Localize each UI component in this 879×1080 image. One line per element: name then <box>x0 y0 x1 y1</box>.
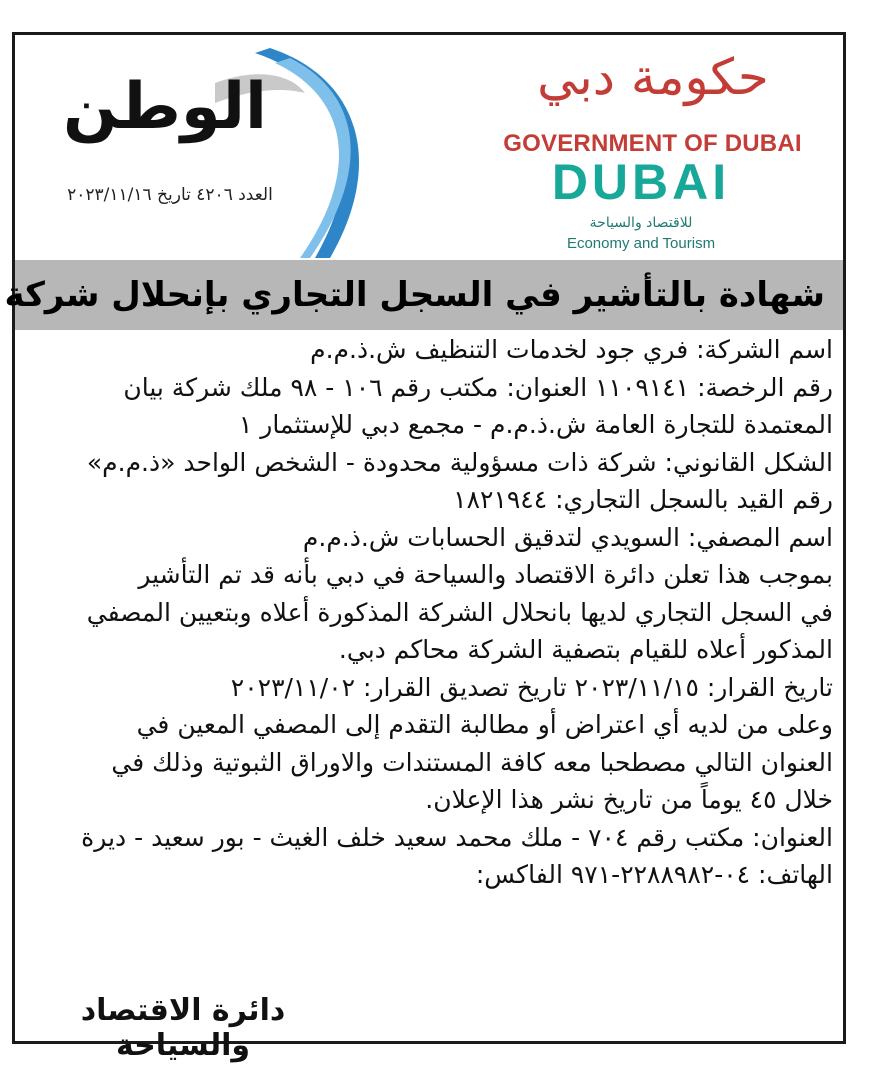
body-line: رقم القيد بالسجل التجاري: ١٨٢١٩٤٤ <box>453 485 833 514</box>
newspaper-masthead: الوطن <box>63 70 267 144</box>
body-line: العنوان التالي مصطحبا معه كافة المستندات والاوراق الثبوتية وذلك في <box>111 747 833 777</box>
government-of-dubai-english: GOVERNMENT OF DUBAI <box>503 130 802 157</box>
notice-title: شهادة بالتأشير في السجل التجاري بإنحلال شركة <box>15 260 843 330</box>
body-line: اسم الشركة: فري جود لخدمات التنظيف ش.ذ.م.م <box>310 335 833 364</box>
body-line: المذكور أعلاه للقيام بتصفية الشركة محاكم دبي. <box>338 635 833 664</box>
body-line: الشكل القانوني: شركة ذات مسؤولية محدودة - الشخص الواحد «ذ.م.م» <box>86 447 833 477</box>
government-of-dubai-arabic-logo: حكومة دبي <box>537 48 769 106</box>
issue-date-line: العدد ٤٢٠٦ تاريخ ٢٠٢٣/١١/١٦ <box>67 185 273 205</box>
body-line: رقم الرخصة: ١١٠٩١٤١ العنوان: مكتب رقم ١٠٦ - ٩٨ ملك شركة بيان <box>123 372 833 402</box>
body-line: وعلى من لديه أي اعتراض أو مطالبة التقدم إلى المصفي المعين في <box>136 710 833 739</box>
notice-header <box>15 35 843 260</box>
notice-body <box>23 331 833 894</box>
department-name-english: Economy and Tourism <box>566 235 716 252</box>
body-line: خلال ٤٥ يوماً من تاريخ نشر هذا الإعلان. <box>425 785 833 814</box>
body-line: في السجل التجاري لديها بانحلال الشركة المذكورة أعلاه وبتعيين المصفي <box>86 597 833 627</box>
body-line: بموجب هذا تعلن دائرة الاقتصاد والسياحة في دبي بأنه قد تم التأشير <box>138 560 833 589</box>
dubai-logo: DUBAI <box>551 154 731 210</box>
body-line: اسم المصفي: السويدي لتدقيق الحسابات ش.ذ.م.م <box>302 522 833 552</box>
body-line: تاريخ القرار: ٢٠٢٣/١١/١٥ تاريخ تصديق القرار: ٢٠٢٣/١١/٠٢ <box>230 672 833 702</box>
department-name-arabic: للاقتصاد والسياحة <box>589 215 693 231</box>
body-line: الهاتف: ٠٤-٢٢٨٨٩٨٢-٩٧١ الفاكس: <box>475 860 833 889</box>
body-line: المعتمدة للتجارة العامة ش.ذ.م.م - مجمع دبي للإستثمار ١ <box>238 410 833 439</box>
body-line: العنوان: مكتب رقم ٧٠٤ - ملك محمد سعيد خلف الغيث - بور سعيد - ديرة <box>81 822 833 852</box>
department-signature: دائرة الاقتصاد والسياحة <box>80 993 286 1063</box>
notice-frame <box>4 32 846 1063</box>
